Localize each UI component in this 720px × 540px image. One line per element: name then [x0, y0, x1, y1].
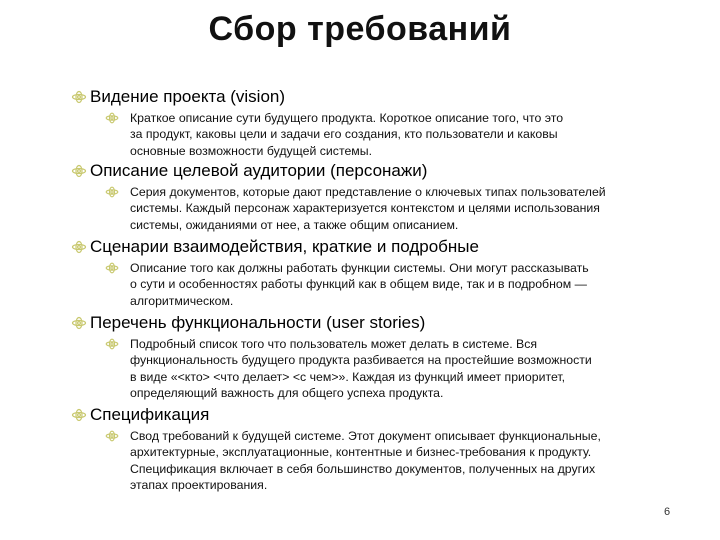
flower-bullet-icon — [70, 316, 90, 332]
section-description: Серия документов, которые дают представление о ключевых типах пользователей системы. Каждый персонаж характеризуется контекстом и целями использования системы, ожиданиями от нее, а также общим описанием. — [130, 185, 606, 232]
section-description: Подробный список того что пользователь может делать в системе. Вся функциональность будущего продукта разбивается на простейшие возможности в виде «<кто> <что делает> <с чем>». Каждая из функций имеет приоритет, определяющий важность для общего успеха продукта. — [130, 337, 592, 400]
section-heading: Описание целевой аудитории (персонажи) — [90, 161, 428, 180]
section-heading: Перечень функциональности (user stories) — [90, 313, 426, 332]
slide-title: Сбор требований — [208, 10, 512, 48]
flower-sub-bullet-icon — [104, 186, 124, 200]
section-heading: Спецификация — [90, 405, 210, 424]
section-vision — [70, 86, 700, 159]
section-description: Описание того как должны работать функции системы. Они могут рассказывать о сути и особенностях работы функций как в общем виде, так и в подробном — алгоритмическом. — [130, 261, 589, 308]
flower-sub-bullet-icon — [104, 338, 124, 352]
section-personas — [70, 160, 700, 233]
flower-bullet-icon — [70, 408, 90, 424]
section-description: Свод требований к будущей системе. Этот документ описывает функциональные, архитектурные, эксплуатационные, контентные и бизнес-требования к продукту. Спецификация включает в себя большинство документов, полученных на других этапах проектирования. — [130, 429, 601, 492]
flower-bullet-icon — [70, 240, 90, 256]
section-heading: Сценарии взаимодействия, краткие и подробные — [90, 237, 479, 256]
section-description: Краткое описание сути будущего продукта. Короткое описание того, что это за продукт, каковы цели и задачи его создания, кто пользователи и каковы основные возможности будущей системы. — [130, 111, 564, 158]
section-specification — [70, 404, 700, 493]
flower-bullet-icon — [70, 90, 90, 106]
section-heading: Видение проекта (vision) — [90, 87, 286, 106]
section-scenarios — [70, 236, 700, 309]
flower-sub-bullet-icon — [104, 112, 124, 126]
page-number: 6 — [664, 506, 671, 518]
flower-bullet-icon — [70, 164, 90, 180]
flower-sub-bullet-icon — [104, 430, 124, 444]
flower-sub-bullet-icon — [104, 262, 124, 276]
section-user-stories — [70, 312, 700, 401]
